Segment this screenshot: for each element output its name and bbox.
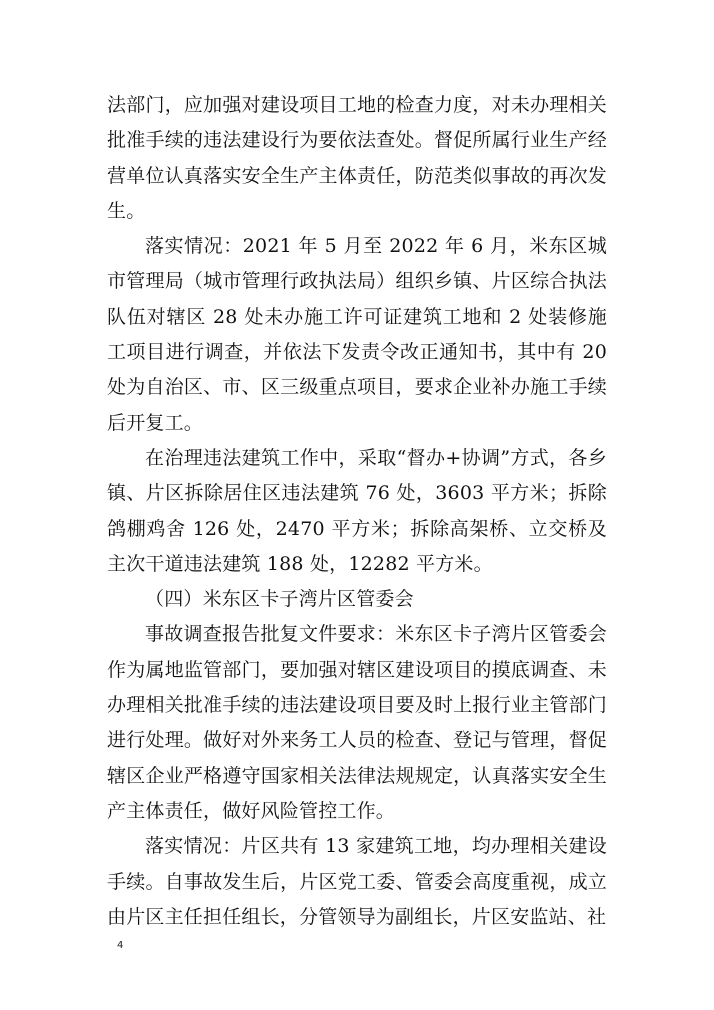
section-heading: （四）米东区卡子湾片区管委会 — [145, 588, 414, 611]
page-number: 4 — [117, 940, 124, 951]
body-text — [107, 88, 607, 935]
paragraph-continuation: 法部门，应加强对建设项目工地的检查力度，对未办理相关批准手续的违法建设行为要依法查处。督促所属行业生产经营单位认真落实安全生产主体责任，防范类似事故的再次发生。 — [107, 94, 607, 222]
paragraph-illegal-buildings: 在治理违法建筑工作中，采取“督办+协调”方式，各乡镇、片区拆除居住区违法建筑 76 处，3603 平方米；拆除鸽棚鸡舍 126 处，2470 平方米；拆除高架桥、立交桥及主次干道违法建筑 188 处，12282 平方米。 — [107, 446, 607, 575]
paragraph-implementation-1: 落实情况：2021 年 5 月至 2022 年 6 月，米东区城市管理局（城市管理行政执法局）组织乡镇、片区综合执法队伍对辖区 28 处未办施工许可证建筑工地和 2 处装修施工项目进行调查，并依法下发责令改正通知书，其中有 20 处为自治区、市、区三级重点项目，要求企业补办施工手续后开复工。 — [107, 235, 607, 434]
paragraph-implementation-2: 落实情况：片区共有 13 家建筑工地，均办理相关建设手续。自事故发生后，片区党工委、管委会高度重视，成立由片区主任担任组长，分管领导为副组长，片区安监站、社 — [107, 835, 607, 928]
paragraph-requirements: 事故调查报告批复文件要求：米东区卡子湾片区管委会作为属地监管部门，要加强对辖区建设项目的摸底调查、未办理相关批准手续的违法建设项目要及时上报行业主管部门进行处理。做好对外来务工人员的检查、登记与管理，督促辖区企业严格遵守国家相关法律法规规定，认真落实安全生产主体责任，做好风险管控工作。 — [107, 623, 607, 822]
